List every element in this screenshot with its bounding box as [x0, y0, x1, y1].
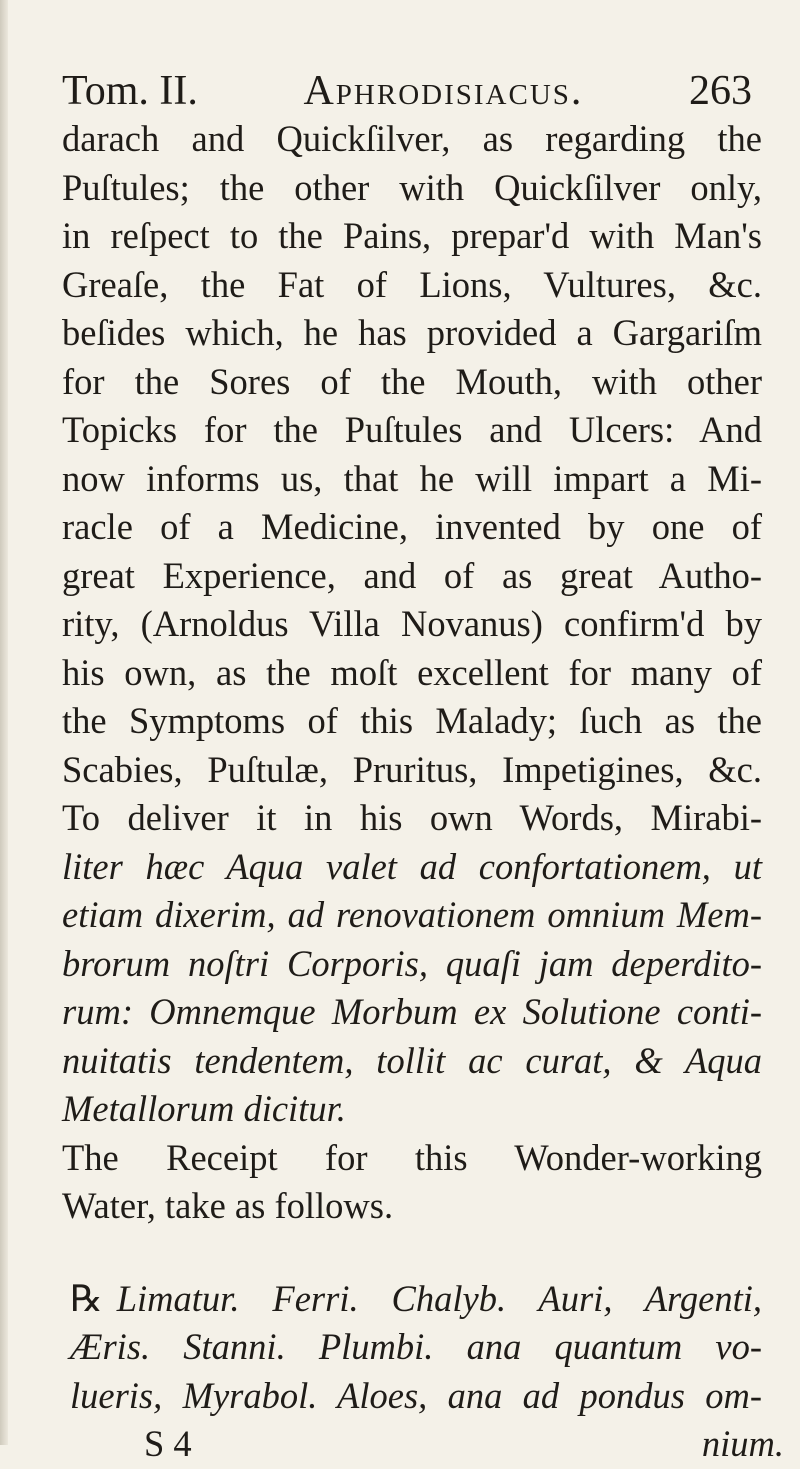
signature-mark: S 4	[144, 1423, 192, 1464]
latin-quote-line: rum: Omnemque Morbum ex Solutione conti-	[62, 991, 762, 1032]
text-line: now informs us, that he will impart a Mi-	[62, 457, 762, 499]
text-line: in reſpect to the Pains, prepar'd with Man's	[62, 215, 762, 256]
page-footer	[144, 1420, 784, 1469]
recipe-line: lueris, Myrabol. Aloes, ana ad pondus om-	[70, 1374, 762, 1416]
section-gap	[62, 1231, 762, 1275]
text-line: the Symptoms of this Malady; ſuch as the	[62, 700, 762, 741]
running-header	[62, 66, 752, 116]
text-line: his own, as the moſt excellent for many of	[62, 651, 762, 693]
text-line: Topicks for the Puſtules and Ulcers: And	[62, 409, 762, 450]
text-line: Puſtules; the other with Quickſilver only,	[62, 166, 762, 208]
text-line: Greaſe, the Fat of Lions, Vultures, &c.	[62, 263, 762, 305]
volume-label: Tom. II.	[62, 68, 198, 114]
latin-quote-line: etiam dixerim, ad renovationem omnium Mem-	[62, 894, 762, 935]
text-line: The Receipt for this Wonder-working	[62, 1136, 762, 1178]
text-line: Water, take as follows.	[62, 1185, 394, 1226]
body-text	[62, 115, 784, 1469]
recipe-symbol-icon: ℞	[70, 1277, 103, 1319]
text-line: rity, (Arnoldus Villa Novanus) confirm'd by	[62, 603, 762, 644]
page-number: 263	[689, 68, 752, 114]
recipe-text: Limatur. Ferri. Chalyb. Auri, Argenti,	[116, 1277, 762, 1319]
latin-quote-line: liter hæc Aqua valet ad confortationem, ut	[62, 845, 762, 887]
text-line: Scabies, Puſtulæ, Pruritus, Impetigines, &c.	[62, 748, 762, 790]
text-line: beſides which, he has provided a Gargariſm	[62, 312, 762, 353]
text-line: To deliver it in his own Words, Mirabi-	[62, 797, 762, 838]
text-line: great Experience, and of as great Autho-	[62, 554, 762, 596]
text-line: darach and Quickſilver, as regarding the	[62, 118, 762, 159]
page-spine-shadow	[0, 0, 8, 1445]
text-line: racle of a Medicine, invented by one of	[62, 506, 762, 547]
running-title: Aphrodisiacus.	[303, 68, 584, 114]
recipe-line	[62, 1275, 762, 1324]
latin-quote-line: brorum noſtri Corporis, quaſi jam deperdito-	[62, 942, 762, 984]
latin-quote-line: Metallorum dicitur.	[62, 1088, 346, 1129]
text-line: for the Sores of the Mouth, with other	[62, 360, 762, 402]
catchword: nium.	[701, 1423, 784, 1464]
latin-quote-line: nuitatis tendentem, tollit ac curat, & Aqua	[62, 1039, 762, 1081]
recipe-line: Æris. Stanni. Plumbi. ana quantum vo-	[70, 1326, 762, 1367]
